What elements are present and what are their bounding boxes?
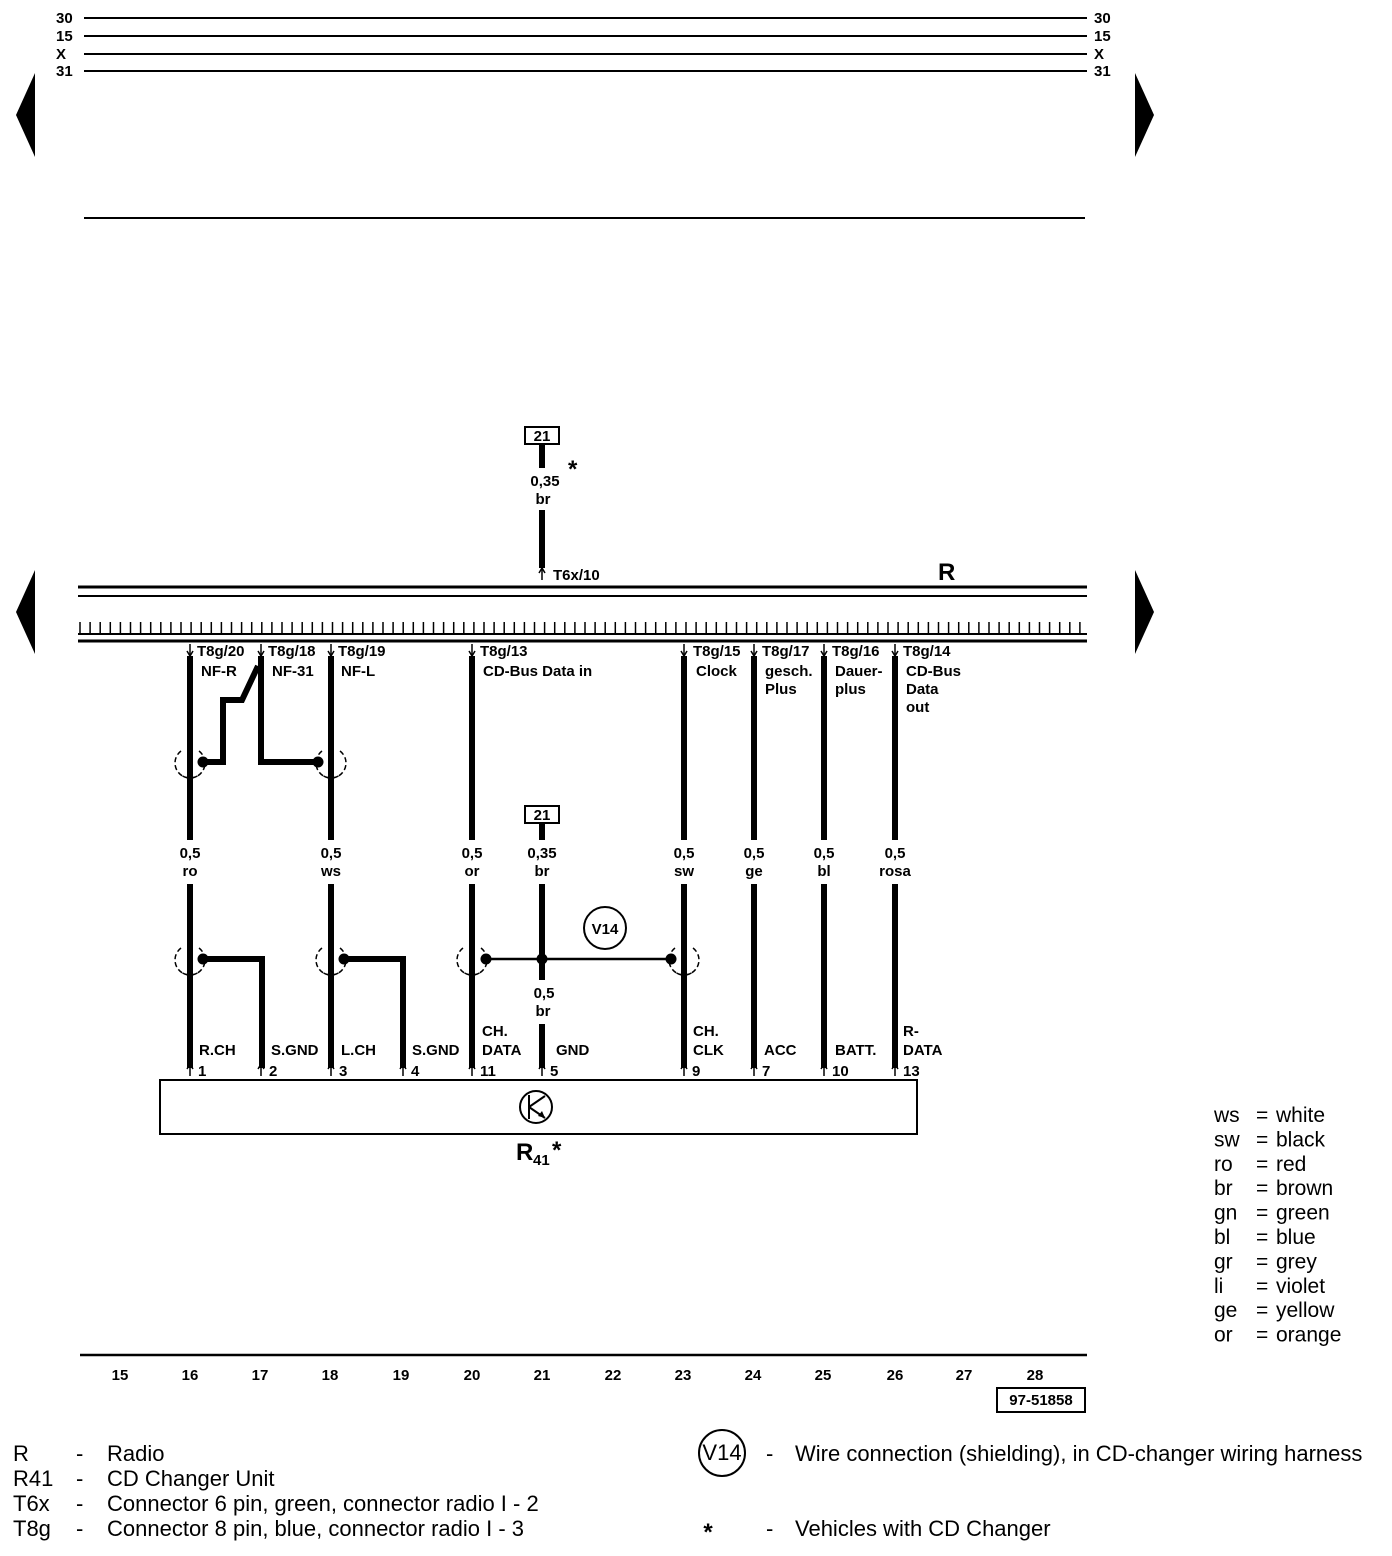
changer-pin-name: GND [556, 1042, 590, 1059]
rail-label-right: 31 [1094, 63, 1111, 80]
color-key-code: ro [1214, 1152, 1233, 1176]
wire-gauge: 0,5 [743, 845, 765, 862]
wire-color: br [535, 491, 551, 508]
rail-label-right: 15 [1094, 28, 1111, 45]
color-key-name: violet [1276, 1274, 1326, 1298]
grid-number: 21 [533, 1367, 551, 1384]
legend-dash: - [76, 1516, 84, 1541]
changer-pin-name: S.GND [271, 1042, 319, 1059]
wire-gauge: 0,5 [320, 845, 342, 862]
color-key-name: green [1276, 1201, 1330, 1225]
wires [175, 427, 961, 1068]
changer-pin-number: 2 [269, 1063, 278, 1080]
rail-label-left: 15 [56, 28, 73, 45]
grid-number: 20 [463, 1367, 481, 1384]
radio-pin-name: out [906, 699, 930, 716]
color-key-name: black [1276, 1128, 1326, 1152]
continue-right-arrow-icon [1135, 570, 1154, 654]
changer-pin-number: 7 [762, 1063, 771, 1080]
changer-pin-name: L.CH [341, 1042, 376, 1059]
junction-dot [313, 757, 324, 768]
legend-code: R41 [13, 1466, 54, 1491]
wire-gauge: 0,5 [884, 845, 906, 862]
legend-description: Vehicles with CD Changer [795, 1516, 1051, 1541]
grid-number: 28 [1026, 1367, 1044, 1384]
grid-number: 23 [674, 1367, 692, 1384]
color-key-equals: = [1256, 1152, 1269, 1176]
wire-gauge: 0,35 [527, 845, 557, 862]
color-key-code: br [1214, 1177, 1233, 1201]
wire-color: br [534, 863, 550, 880]
radio-pin-label: T8g/20 [197, 643, 245, 660]
rail-label-right: X [1094, 46, 1105, 63]
changer-pin-number: 13 [903, 1063, 920, 1080]
legend-dash: - [76, 1466, 84, 1491]
color-key-equals: = [1256, 1128, 1269, 1152]
grid-number: 26 [886, 1367, 904, 1384]
grid-number: 16 [181, 1367, 199, 1384]
rail-label-left: 30 [56, 10, 73, 27]
radio-pin-name: CD-Bus [906, 663, 961, 680]
color-key-code: sw [1214, 1128, 1240, 1152]
radio-pin-name: CD-Bus Data in [483, 663, 593, 680]
legend-code: T8g [13, 1516, 51, 1541]
wire-gauge: 0,5 [673, 845, 695, 862]
wire-gauge: 0,5 [813, 845, 835, 862]
legend-description: Wire connection (shielding), in CD-changer wiring harness [795, 1441, 1363, 1466]
color-key-equals: = [1256, 1299, 1269, 1323]
wire-color: sw [673, 863, 695, 880]
power-rails [56, 10, 1111, 80]
wire-gauge: 0,35 [530, 473, 560, 490]
changer-pin-name: CH. [693, 1023, 719, 1040]
color-key-equals: = [1256, 1201, 1269, 1225]
changer-pin-name: R- [903, 1023, 919, 1040]
component-r41-label: 41 [533, 1152, 550, 1169]
wire-color: or [464, 863, 480, 880]
changer-pin-number: 3 [339, 1063, 348, 1080]
continue-right-arrow-icon [1135, 73, 1154, 157]
legend-description: Radio [107, 1441, 165, 1466]
radio-pin-name: Plus [765, 681, 797, 698]
grid-number: 24 [744, 1367, 762, 1384]
wire-color: bl [817, 863, 831, 880]
continue-left-arrow-icon [16, 570, 35, 654]
grid-number: 18 [321, 1367, 339, 1384]
grid-number: 27 [955, 1367, 973, 1384]
changer-pin-number: 11 [480, 1063, 496, 1080]
legend [13, 1430, 1362, 1546]
color-key-name: red [1276, 1152, 1307, 1176]
radio-pin-label: T8g/15 [693, 643, 741, 660]
grid-number: 19 [392, 1367, 410, 1384]
rail-label-right: 30 [1094, 10, 1111, 27]
color-key-code: gr [1214, 1250, 1233, 1274]
changer-pin-number: 1 [198, 1063, 207, 1080]
color-key-equals: = [1256, 1177, 1269, 1201]
color-key-code: gn [1214, 1201, 1238, 1225]
changer-body [160, 1080, 917, 1134]
changer-pin-name: R.CH [199, 1042, 236, 1059]
grid-number: 22 [604, 1367, 622, 1384]
color-key-code: or [1214, 1323, 1233, 1347]
legend-dash: - [766, 1441, 774, 1466]
color-key-equals: = [1256, 1274, 1269, 1298]
asterisk-mark: * [552, 1137, 562, 1164]
radio-pin-name: NF-R [201, 663, 237, 680]
radio-pin-name: gesch. [765, 663, 813, 680]
legend-code: T6x [13, 1491, 50, 1516]
wire-gauge: 0,5 [461, 845, 483, 862]
junction-dot [537, 954, 548, 965]
wire-color: ws [320, 863, 342, 880]
changer-pin-number: 4 [411, 1063, 420, 1080]
radio-pin-label: T8g/14 [903, 643, 951, 660]
color-key-name: brown [1276, 1177, 1334, 1201]
grid-numbers [80, 1355, 1087, 1412]
continue-left-arrow-icon [16, 73, 35, 157]
component-r41-label: R [516, 1139, 534, 1166]
grid-number: 25 [814, 1367, 832, 1384]
color-key-name: orange [1276, 1323, 1342, 1347]
changer-pin-name: DATA [482, 1042, 522, 1059]
changer-pin-name: CLK [693, 1042, 724, 1059]
component-r-label: R [938, 559, 956, 586]
color-key-equals: = [1256, 1226, 1269, 1249]
wire [203, 666, 258, 762]
radio-pin-label: T8g/16 [832, 643, 880, 660]
legend-dash: - [766, 1516, 774, 1541]
changer-pin-number: 10 [832, 1063, 849, 1080]
grid-number: 15 [111, 1367, 129, 1384]
legend-code: * [703, 1519, 713, 1546]
legend-code: R [13, 1441, 29, 1466]
radio-pin-name: NF-31 [272, 663, 314, 680]
wire-gauge: 0,5 [533, 985, 555, 1002]
color-key-code: li [1214, 1274, 1224, 1298]
radio-pin-label: T8g/13 [480, 643, 528, 660]
changer-pin-number: 5 [550, 1063, 559, 1080]
color-key-code: ge [1214, 1299, 1238, 1323]
junction-dot [198, 757, 209, 768]
legend-description: CD Changer Unit [107, 1466, 275, 1491]
wire-color: rosa [879, 863, 911, 880]
radio-pin-name: Dauer- [835, 663, 883, 680]
changer-pin-name: S.GND [412, 1042, 460, 1059]
wire-color: br [535, 1003, 551, 1020]
radio-pin-name: NF-L [341, 663, 376, 680]
color-key-name: white [1276, 1104, 1326, 1127]
drawing-number: 97-51858 [1009, 1392, 1073, 1409]
wire-gauge: 0,5 [179, 845, 201, 862]
legend-code: V14 [702, 1440, 742, 1465]
radio-pin-name: Data [906, 681, 939, 698]
color-key-name: yellow [1276, 1299, 1335, 1323]
radio-pin-label: T8g/18 [268, 643, 316, 660]
wire-color: ro [182, 863, 198, 880]
grid-number: 17 [251, 1367, 269, 1384]
rail-label-left: X [56, 46, 67, 63]
color-key [1213, 1104, 1341, 1347]
radio-pin-name: Clock [696, 663, 737, 680]
radio-pin-name: plus [835, 681, 866, 698]
legend-description: Connector 8 pin, blue, connector radio I - 3 [107, 1516, 525, 1541]
rail-label-left: 31 [56, 63, 73, 80]
legend-dash: - [76, 1441, 84, 1466]
changer-pin-name: BATT. [835, 1042, 877, 1059]
color-key-name: grey [1276, 1250, 1317, 1274]
changer-pin-name: CH. [482, 1023, 508, 1040]
legend-description: Connector 6 pin, green, connector radio I - 2 [107, 1491, 539, 1516]
color-key-equals: = [1256, 1323, 1269, 1347]
legend-dash: - [76, 1491, 84, 1516]
fuse-ref-label: 21 [533, 428, 551, 445]
changer-pin-number: 9 [692, 1063, 701, 1080]
color-key-equals: = [1256, 1104, 1269, 1127]
changer-pin-name: ACC [764, 1042, 797, 1059]
wire-color: ge [745, 863, 763, 880]
changer-pin-name: DATA [903, 1042, 943, 1059]
color-key-equals: = [1256, 1250, 1269, 1274]
connector-label: T6x/10 [553, 567, 600, 584]
color-key-name: blue [1276, 1226, 1316, 1249]
asterisk-mark: * [568, 456, 578, 483]
color-key-code: bl [1214, 1226, 1231, 1249]
color-key-code: ws [1214, 1104, 1240, 1127]
radio-pin-label: T8g/19 [338, 643, 386, 660]
radio-pin-label: T8g/17 [762, 643, 810, 660]
shield-ref-label: V14 [591, 921, 619, 938]
fuse-ref-label: 21 [533, 807, 551, 824]
